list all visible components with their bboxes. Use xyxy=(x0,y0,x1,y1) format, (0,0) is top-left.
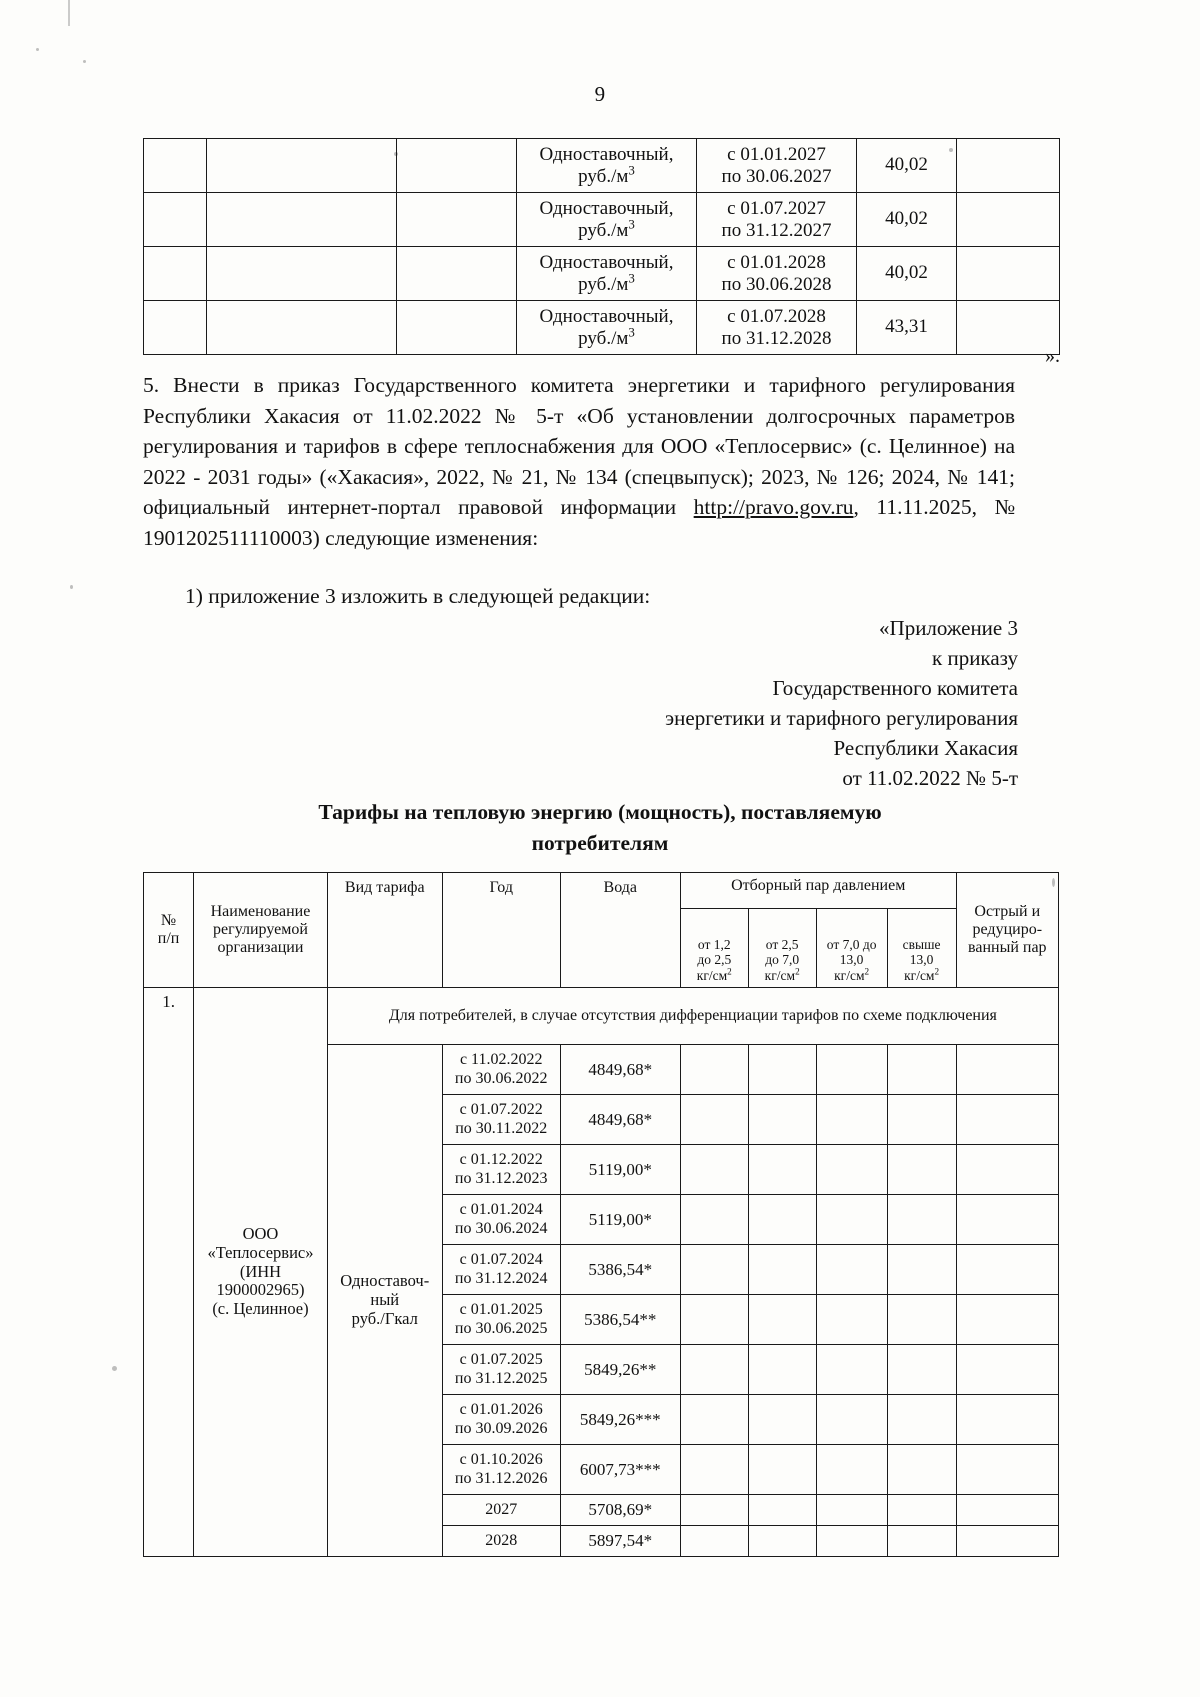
water-value-cell: 5386,54** xyxy=(560,1295,680,1345)
steam-cell-1 xyxy=(680,1345,748,1395)
sharp-steam-cell xyxy=(956,1345,1058,1395)
steam-cell-2 xyxy=(748,1395,816,1445)
period-from: с 01.01.2028 xyxy=(727,251,826,273)
steam-cell-1 xyxy=(680,1495,748,1526)
scan-speck xyxy=(70,585,73,589)
scan-edge-mark xyxy=(68,0,70,26)
steam-cell-3 xyxy=(816,1245,887,1295)
clause-5-text-part2: , 11.11.2025, № 1901202511110003) следующие изменения: xyxy=(143,495,1015,550)
empty-cell xyxy=(957,247,1060,301)
empty-cell xyxy=(397,247,517,301)
empty-cell xyxy=(397,193,517,247)
period-to: по 30.06.2027 xyxy=(721,165,832,187)
steam-cell-3 xyxy=(816,1345,887,1395)
tariff-table-title xyxy=(200,797,1000,859)
steam-cell-3 xyxy=(816,1526,887,1557)
period-to: по 31.12.2025 xyxy=(454,1369,548,1387)
steam-cell-2 xyxy=(748,1495,816,1526)
period-to: по 31.12.2024 xyxy=(454,1269,548,1287)
sharp-steam-cell xyxy=(956,1245,1058,1295)
steam-cell-2 xyxy=(748,1526,816,1557)
water-value-cell: 6007,73*** xyxy=(560,1445,680,1495)
period-to: по 31.12.2028 xyxy=(721,327,832,349)
period-from: с 01.07.2027 xyxy=(727,197,826,219)
steam-cell-4 xyxy=(887,1526,956,1557)
steam-cell-1 xyxy=(680,1395,748,1445)
consumers-note-cell: Для потребителей, в случае отсутствия дифференциации тарифов по схеме подключения xyxy=(327,988,1058,1045)
period-from: с 01.07.2025 xyxy=(459,1351,543,1369)
period-cell xyxy=(697,139,857,193)
header-sharp-line3: ванный пар xyxy=(968,939,1047,957)
empty-cell xyxy=(144,247,207,301)
continued-tariff-table xyxy=(143,138,1060,355)
tariff-kind-line2: $руб./м^3$ xyxy=(578,216,635,241)
header-number xyxy=(144,873,194,988)
header-organization xyxy=(194,873,328,988)
appendix-line: Государственного комитета xyxy=(772,676,1018,700)
water-value-cell: 5849,26** xyxy=(560,1345,680,1395)
kind-line-2: ный xyxy=(370,1290,400,1310)
steam-cell-1 xyxy=(680,1045,748,1095)
period-to: по 30.06.2028 xyxy=(721,273,832,295)
tariff-kind-cell xyxy=(517,193,697,247)
appendix-reference-block xyxy=(665,613,1018,793)
tariff-kind-line1: Одноставочный, xyxy=(539,197,674,219)
header-pressure-2: от 2,5 до 7,0 $кг/см^2$ xyxy=(748,909,816,988)
period-to: по 30.06.2024 xyxy=(454,1219,548,1237)
scan-speck xyxy=(36,48,39,51)
header-water: Вода xyxy=(560,873,680,988)
period-to: по 30.06.2025 xyxy=(454,1319,548,1337)
empty-cell xyxy=(957,139,1060,193)
period-from: с 01.01.2025 xyxy=(459,1301,543,1319)
period-cell: 2028 xyxy=(442,1526,560,1557)
period-from: с 01.07.2022 xyxy=(459,1101,543,1119)
org-line-3: (ИНН xyxy=(239,1261,282,1281)
table-row xyxy=(144,193,1060,247)
steam-cell-1 xyxy=(680,1526,748,1557)
tariff-kind-cell xyxy=(517,247,697,301)
water-value-cell: 5119,00* xyxy=(560,1145,680,1195)
steam-cell-2 xyxy=(748,1245,816,1295)
period-from: с 11.02.2022 xyxy=(459,1051,543,1069)
empty-cell xyxy=(397,139,517,193)
tariff-kind-line2: $руб./м^3$ xyxy=(578,270,635,295)
steam-cell-1 xyxy=(680,1445,748,1495)
period-cell xyxy=(442,1395,560,1445)
kind-line-3: руб./Гкал xyxy=(351,1308,418,1328)
value-cell: 40,02 xyxy=(857,139,957,193)
appendix-line: от 11.02.2022 № 5-т xyxy=(842,766,1018,790)
scan-speck xyxy=(83,60,86,63)
header-org-line2: регулируемой xyxy=(213,920,308,938)
empty-cell xyxy=(957,193,1060,247)
kind-line-1: Одноставоч- xyxy=(340,1271,430,1291)
steam-cell-1 xyxy=(680,1245,748,1295)
sharp-steam-cell xyxy=(956,1095,1058,1145)
water-value-cell: 4849,68* xyxy=(560,1095,680,1145)
clause-5-paragraph xyxy=(143,370,1015,553)
steam-cell-4 xyxy=(887,1245,956,1295)
steam-cell-4 xyxy=(887,1045,956,1095)
tariff-kind-cell xyxy=(327,1045,442,1557)
table-row xyxy=(144,247,1060,301)
steam-cell-3 xyxy=(816,1395,887,1445)
steam-cell-2 xyxy=(748,1145,816,1195)
period-cell xyxy=(442,1145,560,1195)
period-from: с 01.10.2026 xyxy=(459,1451,543,1469)
empty-cell xyxy=(144,193,207,247)
header-pressure-1: от 1,2 до 2,5 $кг/см^2$ xyxy=(680,909,748,988)
steam-cell-4 xyxy=(887,1145,956,1195)
steam-cell-2 xyxy=(748,1095,816,1145)
tariff-kind-line1: Одноставочный, xyxy=(539,305,674,327)
header-org-line1: Наименование xyxy=(210,902,311,920)
heat-energy-tariff-table xyxy=(143,872,1059,1557)
water-value-cell: 5849,26*** xyxy=(560,1395,680,1445)
period-to: по 30.11.2022 xyxy=(455,1119,548,1137)
header-steam-group: Отборный пар давлением xyxy=(680,873,956,909)
sharp-steam-cell xyxy=(956,1526,1058,1557)
period-cell xyxy=(442,1345,560,1395)
period-from: с 01.01.2027 xyxy=(727,143,826,165)
sharp-steam-cell xyxy=(956,1195,1058,1245)
steam-cell-4 xyxy=(887,1195,956,1245)
scan-speck xyxy=(112,1366,117,1371)
table-row-merged-note xyxy=(144,988,1059,1045)
header-year: Год xyxy=(442,873,560,988)
header-number-line1: № xyxy=(160,911,177,929)
period-cell xyxy=(442,1245,560,1295)
header-tariff-kind: Вид тарифа xyxy=(327,873,442,988)
period-to: по 30.06.2022 xyxy=(454,1069,548,1087)
period-cell xyxy=(697,247,857,301)
period-from: с 01.07.2024 xyxy=(459,1251,543,1269)
appendix-line: энергетики и тарифного регулирования xyxy=(665,706,1018,730)
period-to: по 31.12.2027 xyxy=(721,219,832,241)
steam-cell-1 xyxy=(680,1145,748,1195)
steam-cell-3 xyxy=(816,1145,887,1195)
steam-cell-4 xyxy=(887,1495,956,1526)
water-value-cell: 5119,00* xyxy=(560,1195,680,1245)
period-from: с 01.01.2026 xyxy=(459,1401,543,1419)
period-to: по 30.09.2026 xyxy=(454,1419,548,1437)
page-number: 9 xyxy=(594,82,606,106)
org-line-1: ООО xyxy=(242,1224,279,1243)
header-number-line2: п/п xyxy=(157,930,180,947)
tariff-kind-line1: Одноставочный, xyxy=(539,251,674,273)
steam-cell-4 xyxy=(887,1095,956,1145)
steam-cell-3 xyxy=(816,1445,887,1495)
period-from: с 01.12.2022 xyxy=(459,1151,543,1169)
organization-cell xyxy=(194,988,328,1557)
steam-cell-1 xyxy=(680,1095,748,1145)
closing-quotation-mark: ». xyxy=(1045,345,1060,367)
header-sharp-line1: Острый и xyxy=(974,902,1041,920)
tariff-kind-cell xyxy=(517,139,697,193)
header-sharp-steam xyxy=(956,873,1058,988)
sharp-steam-cell xyxy=(956,1295,1058,1345)
value-cell: 43,31 xyxy=(857,301,957,355)
row-number-cell: 1. xyxy=(144,988,194,1557)
tariff-kind-line2: $руб./м^3$ xyxy=(578,162,635,187)
period-cell xyxy=(442,1295,560,1345)
period-cell xyxy=(442,1045,560,1095)
org-line-2: «Теплосервис» xyxy=(207,1242,314,1262)
water-value-cell: 5897,54* xyxy=(560,1526,680,1557)
steam-cell-4 xyxy=(887,1345,956,1395)
period-cell xyxy=(697,193,857,247)
subitem-1-text: 1) приложение 3 изложить в следующей редакции: xyxy=(185,584,651,608)
water-value-cell: 4849,68* xyxy=(560,1045,680,1095)
steam-cell-2 xyxy=(748,1045,816,1095)
sharp-steam-cell xyxy=(956,1445,1058,1495)
steam-cell-3 xyxy=(816,1495,887,1526)
period-cell xyxy=(442,1095,560,1145)
steam-cell-4 xyxy=(887,1295,956,1345)
pravo-gov-ru-link[interactable]: http://pravo.gov.ru xyxy=(693,495,854,519)
appendix-line: к приказу xyxy=(932,646,1018,670)
period-cell xyxy=(442,1445,560,1495)
org-line-5: (с. Целинное) xyxy=(212,1299,309,1319)
steam-cell-1 xyxy=(680,1195,748,1245)
empty-cell xyxy=(207,193,397,247)
steam-cell-3 xyxy=(816,1045,887,1095)
steam-cell-3 xyxy=(816,1195,887,1245)
title-line-2: потребителям xyxy=(531,831,669,855)
sharp-steam-cell xyxy=(956,1395,1058,1445)
sharp-steam-cell xyxy=(956,1145,1058,1195)
steam-cell-2 xyxy=(748,1295,816,1345)
clause-5-text-part1: 5. Внести в приказ Государственного комитета энергетики и тарифного регулирования Республики Хакасия от 11.02.2022 № 5-т «Об установлении долгосрочных параметров регулирования и тарифов в сфере теплоснабжения для ООО «Теплосервис» (с. Целинное) на 2022 - 2031 годы» («Хакасия», 2022, № 21, № 134 (спецвыпуск); 2023, № 126; 2024, № 141; официальный интернет-портал правовой информации xyxy=(143,373,1015,519)
steam-cell-3 xyxy=(816,1095,887,1145)
steam-cell-4 xyxy=(887,1395,956,1445)
empty-cell xyxy=(207,247,397,301)
tariff-kind-line2: $руб./м^3$ xyxy=(578,324,635,349)
water-value-cell: 5386,54* xyxy=(560,1245,680,1295)
steam-cell-2 xyxy=(748,1195,816,1245)
steam-cell-1 xyxy=(680,1295,748,1345)
value-cell: 40,02 xyxy=(857,247,957,301)
appendix-line: Республики Хакасия xyxy=(833,736,1018,760)
tariff-kind-line1: Одноставочный, xyxy=(539,143,674,165)
steam-cell-3 xyxy=(816,1295,887,1345)
period-cell xyxy=(442,1195,560,1245)
steam-cell-2 xyxy=(748,1445,816,1495)
header-sharp-line2: редуциро- xyxy=(972,920,1043,938)
appendix-line: «Приложение 3 xyxy=(879,616,1018,640)
period-from: с 01.01.2024 xyxy=(459,1201,543,1219)
period-to: по 31.12.2026 xyxy=(454,1469,548,1487)
header-pressure-4: свыше 13,0 $кг/см^2$ xyxy=(887,909,956,988)
period-cell: 2027 xyxy=(442,1495,560,1526)
sharp-steam-cell xyxy=(956,1495,1058,1526)
org-line-4: 1900002965) xyxy=(216,1280,305,1300)
water-value-cell: 5708,69* xyxy=(560,1495,680,1526)
steam-cell-2 xyxy=(748,1345,816,1395)
empty-cell xyxy=(207,139,397,193)
period-to: по 31.12.2023 xyxy=(454,1169,548,1187)
empty-cell xyxy=(144,139,207,193)
period-from: с 01.07.2028 xyxy=(727,305,826,327)
table-header-row xyxy=(144,873,1059,909)
header-pressure-3: от 7,0 до 13,0 $кг/см^2$ xyxy=(816,909,887,988)
value-cell: 40,02 xyxy=(857,193,957,247)
header-org-line3: организации xyxy=(217,939,304,957)
steam-cell-4 xyxy=(887,1445,956,1495)
table-row xyxy=(144,139,1060,193)
title-line-1: Тарифы на тепловую энергию (мощность), поставляемую xyxy=(318,800,882,824)
sharp-steam-cell xyxy=(956,1045,1058,1095)
